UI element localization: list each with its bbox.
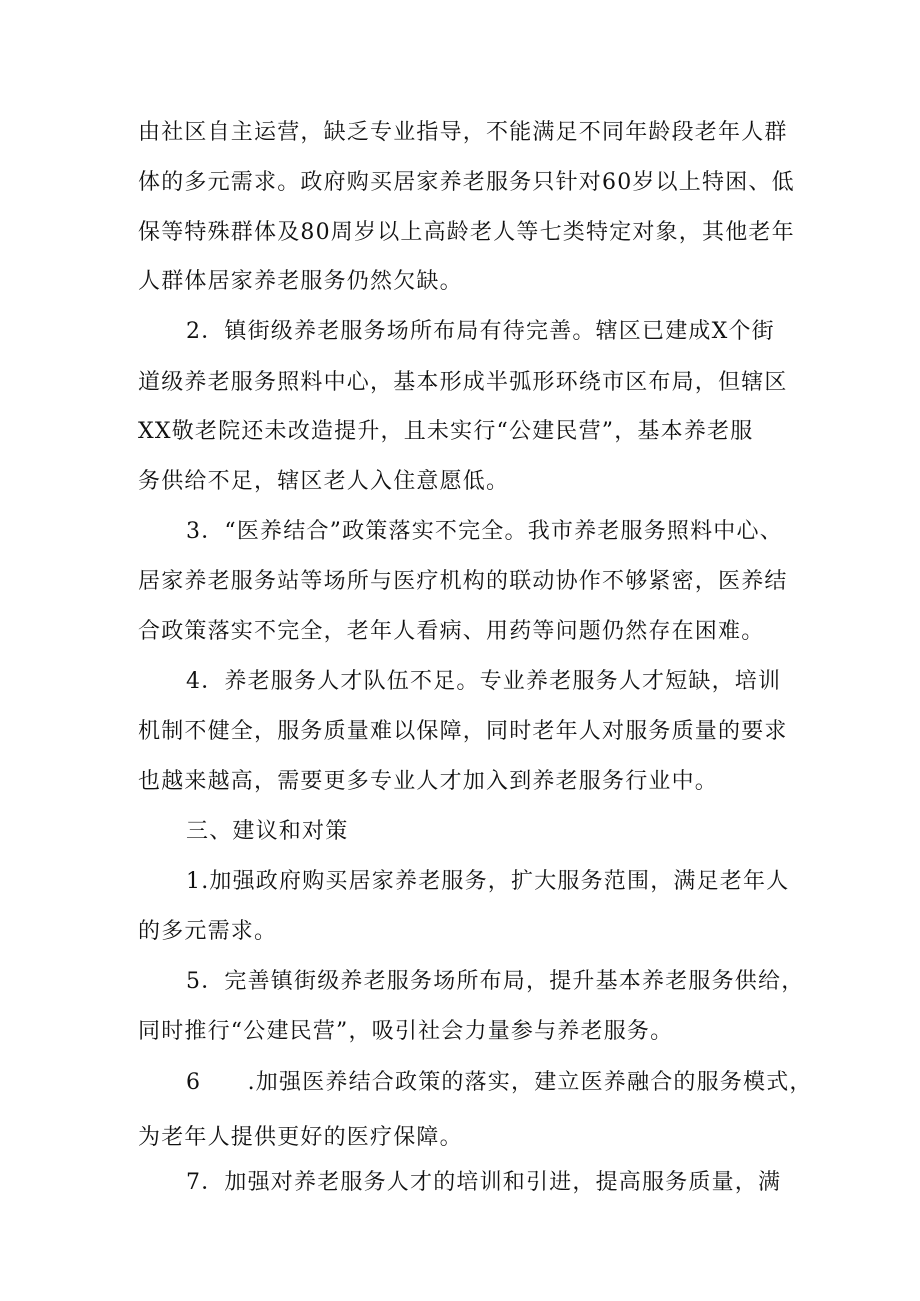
paragraph-line: 6 .加强医养结合政策的落实，建立医养融合的服务模式， [186,1070,813,1095]
paragraph-line: XX敬老院还未改造提升，且未实行“公建民营”，基本养老服 [138,419,754,444]
paragraph-line: 3．“医养结合”政策落实不完全。我市养老服务照料中心、 [186,519,783,544]
paragraph-line: 居家养老服务站等场所与医疗机构的联动协作不够紧密，医养结 [138,569,788,594]
paragraph-line: 也越来越高，需要更多专业人才加入到养老服务行业中。 [138,769,719,794]
paragraph-line: 7．加强对养老服务人才的培训和引进，提高服务质量，满 [186,1170,782,1195]
paragraph-line: 合政策落实不完全，老年人看病、用药等问题仍然存在困难。 [138,619,765,644]
paragraph-line: 1.加强政府购买居家养老服务，扩大服务范围，满足老年人 [186,869,790,894]
paragraph-line: 保等特殊群体及80周岁以上高龄老人等七类特定对象，其他老年 [138,220,795,245]
paragraph-line: 为老年人提供更好的医疗保障。 [138,1125,463,1150]
paragraph-line: 的多元需求。 [138,919,278,944]
paragraph-line: 体的多元需求。政府购买居家养老服务只针对60岁以上特困、低 [138,170,795,195]
paragraph-line: 道级养老服务照料中心，基本形成半弧形环绕市区布局，但辖区 [138,370,788,395]
paragraph-line: 5．完善镇街级养老服务场所布局，提升基本养老服务供给， [186,969,805,994]
section-heading: 三、建议和对策 [186,819,349,844]
paragraph-line: 人群体居家养老服务仍然欠缺。 [138,269,463,294]
paragraph-line: 由社区自主运营，缺乏专业指导，不能满足不同年龄段老年人群 [138,120,788,145]
paragraph-line: 务供给不足，辖区老人入住意愿低。 [138,469,510,494]
paragraph-line: 同时推行“公建民营”，吸引社会力量参与养老服务。 [138,1019,674,1044]
paragraph-line: 机制不健全，服务质量难以保障，同时老年人对服务质量的要求 [138,719,788,744]
paragraph-line: 4．养老服务人才队伍不足。专业养老服务人才短缺，培训 [186,669,782,694]
paragraph-line: 2．镇街级养老服务场所布局有待完善。辖区已建成X个街 [186,319,775,344]
